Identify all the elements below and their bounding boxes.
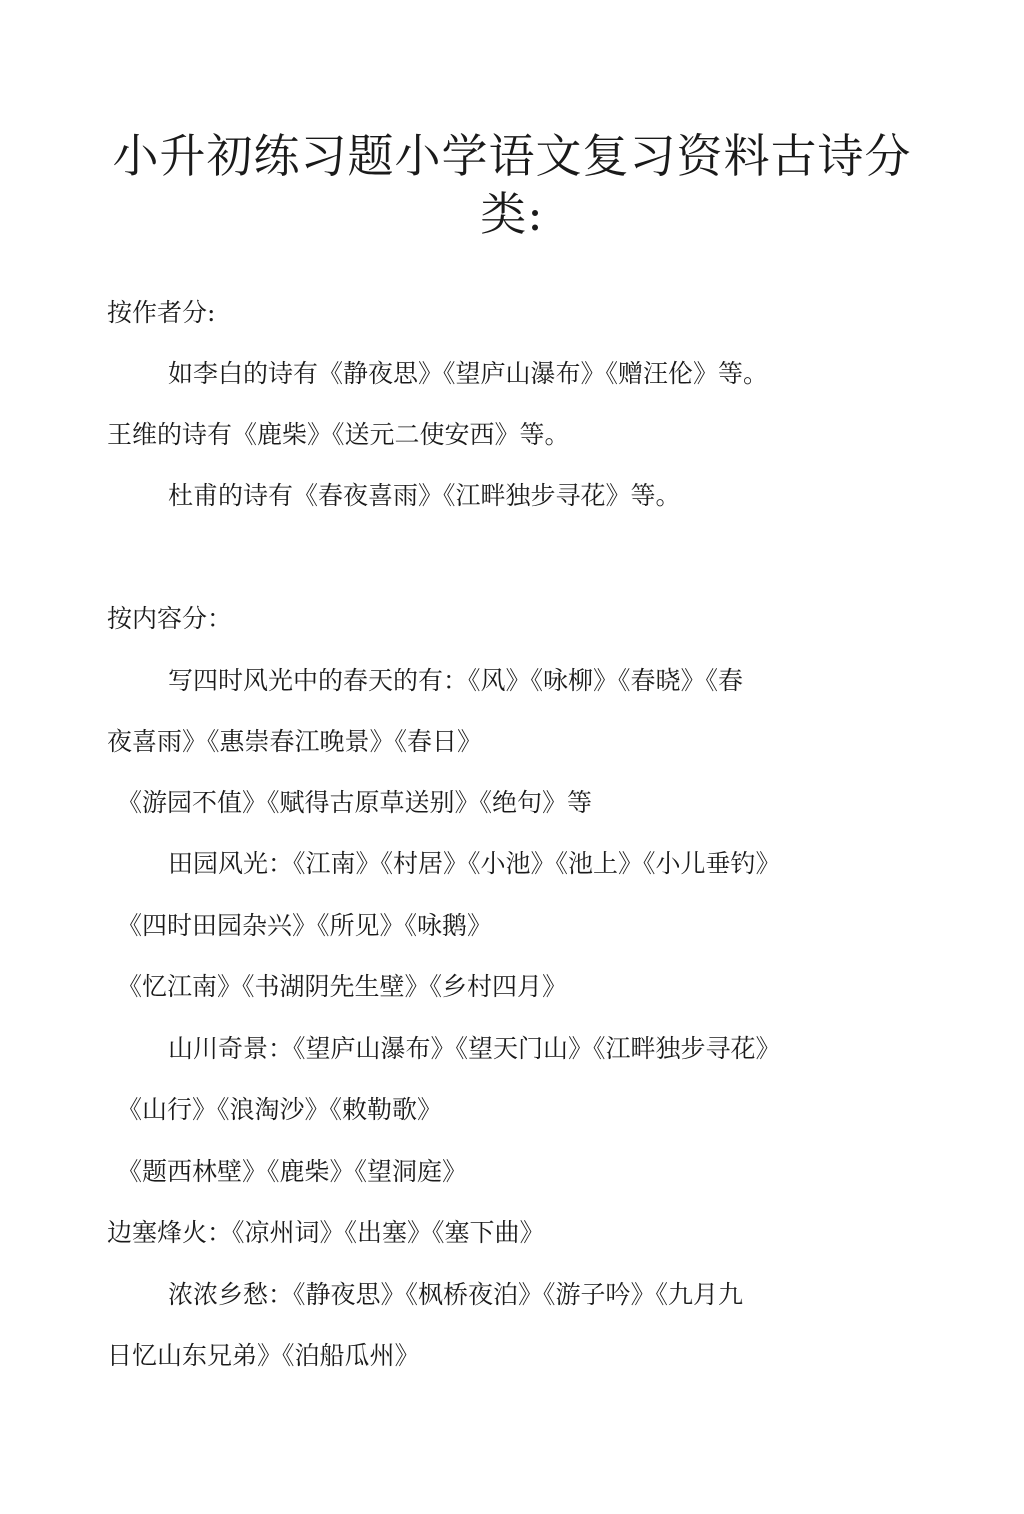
- content-section-heading: 按内容分：: [107, 604, 233, 633]
- title-line-1: 小升初练习题小学语文复习资料古诗分: [112, 128, 912, 183]
- spring-line-1: 写四时风光中的春天的有：《风》《咏柳》《春晓》《春: [168, 666, 744, 695]
- document-title: [0, 127, 1024, 243]
- wang-wei-line: 王维的诗有《鹿柴》《送元二使安西》等。: [107, 420, 570, 449]
- rural-line-1: 田园风光：《江南》《村居》《小池》《池上》《小儿垂钓》: [168, 849, 781, 878]
- author-section-heading: 按作者分:: [107, 298, 216, 327]
- spring-line-3: 《游园不值》《赋得古原草送别》《绝句》等: [117, 788, 593, 817]
- scenery-line-1: 山川奇景：《望庐山瀑布》《望天门山》《江畔独步寻花》: [168, 1034, 781, 1063]
- rural-line-3: 《忆江南》《书湖阴先生壁》《乡村四月》: [117, 972, 568, 1001]
- homesick-line-1: 浓浓乡愁：《静夜思》《枫桥夜泊》《游子吟》《九月九: [168, 1280, 744, 1309]
- spring-line-2: 夜喜雨》《惠崇春江晚景》《春日》: [107, 727, 483, 756]
- du-fu-line: 杜甫的诗有《春夜喜雨》《江畔独步寻花》等。: [168, 481, 681, 510]
- homesick-line-2: 日忆山东兄弟》《泊船瓜州》: [107, 1341, 420, 1370]
- frontier-line-1: 边塞烽火：《凉州词》《出塞》《塞下曲》: [107, 1218, 545, 1247]
- li-bai-line: 如李白的诗有《静夜思》《望庐山瀑布》《赠汪伦》等。: [168, 359, 769, 388]
- scenery-line-3: 《题西林壁》《鹿柴》《望洞庭》: [117, 1157, 468, 1186]
- scenery-line-2: 《山行》《浪淘沙》《敕勒歌》: [117, 1095, 443, 1124]
- title-line-2: 类:: [480, 186, 544, 241]
- rural-line-2: 《四时田园杂兴》《所见》《咏鹅》: [117, 911, 493, 940]
